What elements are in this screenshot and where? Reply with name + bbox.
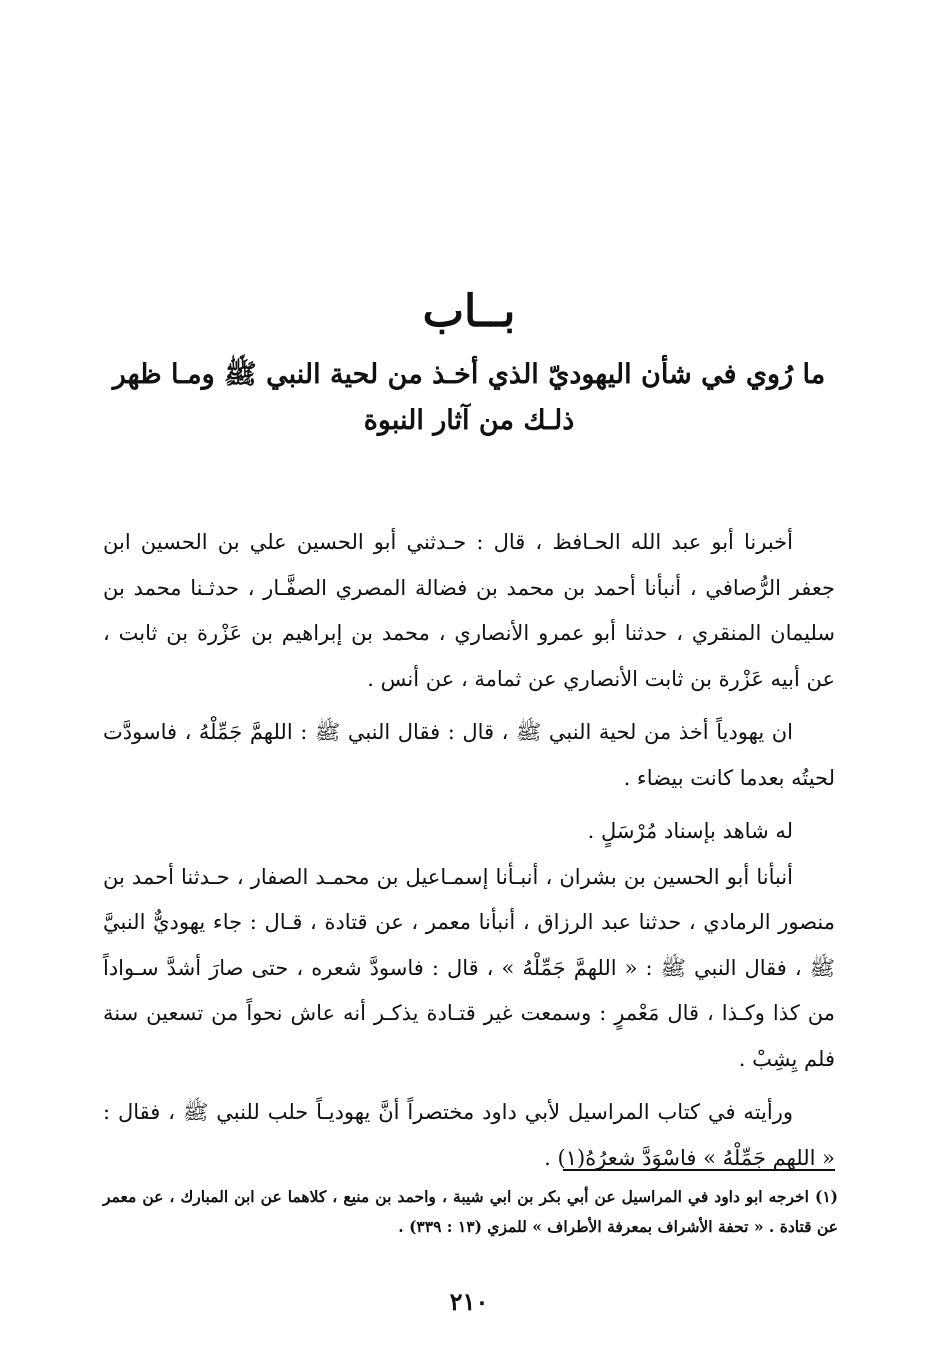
paragraph-isnad-1: أخبرنا أبو عبد الله الحـافظ ، قال : حـدثني أبو الحسين علي بن الحسين ابن جعفر الرُّصافي ، أنبأنا أحمد بن محمد بن فضالة المصري الصفَّـار ، حدثـنا محمد بن سليمان المنقري ، حدثنا أبو عمرو الأنصاري ، محمد بن إبراهيم بن عَزْرة بن ثابت ، عن أبيه عَزْرة بن ثابت الأنصاري عن ثمامة ، عن أنس . [103,530,835,691]
paragraph-witness-note: له شاهد بإسناد مُرْسَلٍ . [587,819,793,843]
paragraph-hadith-1: ان يهودياً أخذ من لحية النبي ﷺ ، قال : فقال النبي ﷺ : اللهمَّ جَمِّلْهُ ، فاسودَّت لحيتُه بعدما كانت بيضاء . [103,720,835,790]
main-text [103,520,835,1189]
paragraph-isnad-2: أنبأنا أبو الحسين بن بشران ، أنبـأنا إسمـاعيل بن محمـد الصفار ، حـدثنا أحمد بن منصور الرمادي ، حدثنا عبد الرزاق ، أنبأنا معمر ، عن قتادة ، قـال : جاء يهوديٌّ النبيَّ ﷺ ، فقال النبي ﷺ : « اللهمَّ جَمِّلْهُ » ، قال : فاسودَّ شعره ، حتى صارَ أشدَّ سـواداً من كذا وكـذا ، قال مَعْمرٍ : وسمعت غير قتـادة يذكـر أنه عاش نحواً من تسعين سنة فلم يِشِبْ . [103,864,835,1071]
chapter-title: ما رُوي في شأن اليهوديّ الذي أخـذ من لحية النبي ﷺ ومـا ظهر ذلـك من آثار النبوة [112,359,826,436]
chapter-heading-word: بــاب [422,286,516,337]
footnote: (١) اخرجه ابو داود في المراسيل عن أبي بكر بن ابي شيبة ، واحمد بن منيع ، كلاهما عن ابن المبارك ، عن معمر عن قتادة . « تحفة الأشراف بمعرفة الأطراف » للمزي (١٣ : ٣٣٩) . [103,1187,838,1236]
footnote-divider [563,1169,835,1171]
paragraph-marasil: ورأيته في كتاب المراسيل لأبي داود مختصراً أنَّ يهوديـاً حلب للنبي ﷺ ، فقال : « اللهم جَمِّلْهُ » فاسْوَدَّ شعرُهُ(١) . [103,1100,835,1170]
page-number: ٢١٠ [449,1287,489,1316]
